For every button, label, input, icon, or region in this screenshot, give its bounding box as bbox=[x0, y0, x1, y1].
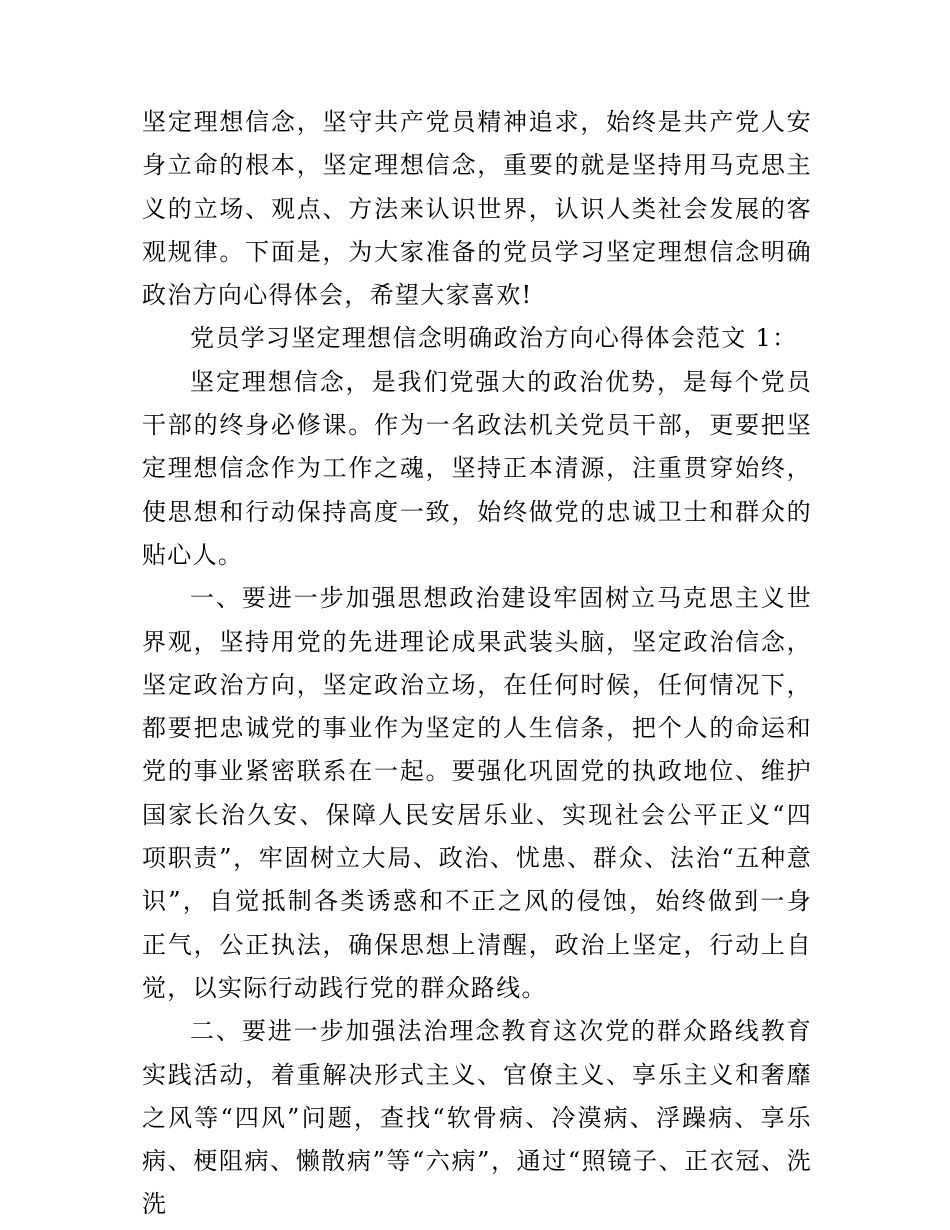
point-two-paragraph: 二、要进一步加强法治理念教育这次党的群众路线教育实践活动，着重解决形式主义、官僚主义、享乐主义和奢靡之风等“四风”问题，查找“软骨病、冷漠病、浮躁病、享乐病、梗阻病、懒散病”等“六病”，通过“照镜子、正衣冠、洗洗 bbox=[142, 1017, 812, 1219]
point-one-paragraph: 一、要进一步加强思想政治建设牢固树立马克思主义世界观，坚持用党的先进理论成果武装头脑，坚定政治信念，坚定政治方向，坚定政治立场，在任何时候，任何情况下，都要把忠诚党的事业作为坚定的人生信条，把个人的命运和党的事业紧密联系在一起。要强化巩固党的执政地位、维护国家长治久安、保障人民安居乐业、实现社会公平正义“四项职责”，牢固树立大局、政治、忧患、群众、法治“五种意识”，自觉抵制各类诱惑和不正之风的侵蚀，始终做到一身正气，公正执法，确保思想上清醒，政治上坚定，行动上自觉，以实际行动践行党的群众路线。 bbox=[142, 584, 812, 1002]
section-heading: 党员学习坚定理想信念明确政治方向心得体会范文 1： bbox=[190, 324, 798, 353]
body-paragraph: 坚定理想信念，是我们党强大的政治优势，是每个党员干部的终身必修课。作为一名政法机关党员干部，更要把坚定理想信念作为工作之魂，坚持正本清源，注重贯穿始终，使思想和行动保持高度一致，始终做党的忠诚卫士和群众的贴心人。 bbox=[142, 367, 812, 569]
intro-paragraph: 坚定理想信念，坚守共产党员精神追求，始终是共产党人安身立命的根本，坚定理想信念，重要的就是坚持用马克思主义的立场、观点、方法来认识世界，认识人类社会发展的客观规律。下面是，为大家准备的党员学习坚定理想信念明确政治方向心得体会，希望大家喜欢! bbox=[142, 108, 812, 310]
